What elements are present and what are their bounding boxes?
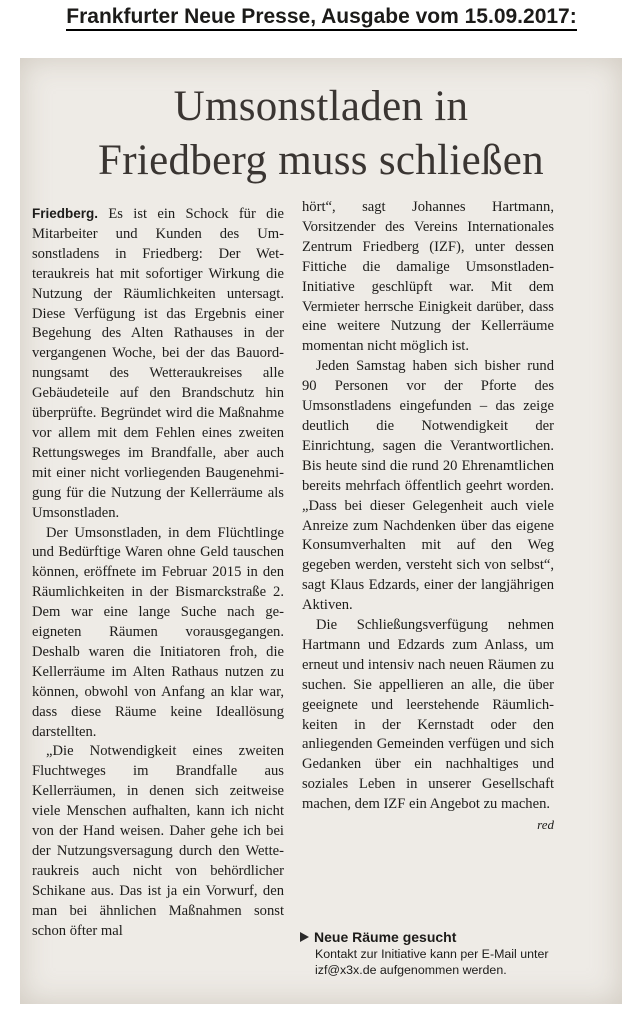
newspaper-clipping: [20, 58, 622, 1004]
dateline: Friedberg.: [32, 206, 99, 221]
paragraph: „Die Notwendigkeit eines zweiten Fluchtweges im Brandfalle aus Kellerräumen, in denen sich zeitweise viele Menschen aufhalten, kann ich nicht von der Hand weisen. Daher gehe ich bei der Nutzungsversagung durch den Wetteraukreis auch nicht von behördlicher Schikane aus. Das ist ja ein Vorwurf, den man bei ähnlichen Maßnahmen sonst schon öfter mal: [32, 743, 284, 939]
article-column-right: [302, 198, 554, 918]
paragraph: [302, 616, 554, 833]
paragraph: hört“, sagt Johannes Hartmann, Vorsitzender des Vereins Internationales Zentrum Friedberg (IZF), unter dessen Fittiche die damalige Umsonstladen-Initiative geschlüpft war. Mit dem Vermieter herrsche Einigkeit darüber, dass eine weitere Nutzung der Kellerräume momentan nicht möglich ist.: [302, 199, 554, 355]
info-box: [300, 928, 600, 978]
article-headline: [20, 80, 622, 188]
paragraph: Der Umsonstladen, in dem Flüchtlinge und Bedürftige Waren ohne Geld tauschen können, eröffnete im Februar 2015 in den Räumlichkeiten in der Bismarckstraße 2. Dem war eine lange Suche nach geeigneten Räumen vorausgegangen. Deshalb waren die Initiatoren froh, die Kellerräume im Alten Rathaus nutzen zu können, obwohl von Anfang an klar war, dass diese Räume keine Ideallösung darstellten.: [32, 524, 284, 740]
paragraph: [32, 204, 284, 524]
article-column-left: [32, 204, 284, 994]
paragraph-text: Es ist ein Schock für die Mitarbeiter und Kunden des Umsonstladens in Friedberg: Der Wetteraukreis hat mit sofortiger Wirkung die Nutzung der Räumlichkeiten untersagt. Diese Verfügung ist das Ergebnis einer Begehung des Alten Rathauses in der vergangenen Woche, bei der das Bauordnungsamt des Wetteraukreises alle Gebäudeteile auf den Brandschutz hin überprüfte. Begründet wird die Maßnahme vor allem mit dem Fehlen eines zweiten Rettungsweges im Brandfalle, aber auch mit einer nicht vorliegenden Baugenehmigung für die Nutzung der Kellerräume als Umsonstladen.: [32, 206, 284, 521]
headline-line-2: Friedberg muss schließen: [98, 137, 544, 184]
arrow-right-icon: [300, 932, 309, 942]
author-signature: red: [537, 817, 554, 833]
paragraph-text: Die Schließungsverfügung nehmen Hartmann und Edzards zum Anlass, um erneut und intensiv nach neuen Räumen zu suchen. Sie appellieren an alle, die über geeignete und leerstehende Räumlichkeiten in der Kernstadt oder den anliegenden Gemeinden verfügen und sich Gedanken über ein nachhaltiges und soziales Leben in unserer Gesellschaft machen, dem IZF ein Angebot zu machen.: [302, 617, 554, 813]
page-caption: [0, 0, 643, 50]
info-box-title: Neue Räume gesucht: [314, 929, 457, 945]
info-box-heading: [300, 928, 600, 946]
info-box-body: Kontakt zur Initiative kann per E-Mail unter izf@x3x.de aufgenommen werden.: [315, 947, 549, 977]
headline-line-1: Umsonstladen in: [173, 83, 469, 130]
paragraph: Jeden Samstag haben sich bisher rund 90 Personen vor der Pforte des Umsonstladens eingefunden – das zeige deutlich die Notwendigkeit der Einrichtung, sagen die Verantwortlichen. Bis heute sind die rund 20 Ehrenamtlichen bereits mehrfach öffentlich geehrt worden. „Dass bei dieser Gelegenheit auch viele Anreize zum Nachdenken über das eigene Konsumverhalten mit auf den Weg gegeben werden, versteht sich von selbst“, sagt Klaus Edzards, einer der langjährigen Aktiven.: [302, 358, 554, 614]
caption-text: Frankfurter Neue Presse, Ausgabe vom 15.09.2017:: [66, 5, 576, 31]
